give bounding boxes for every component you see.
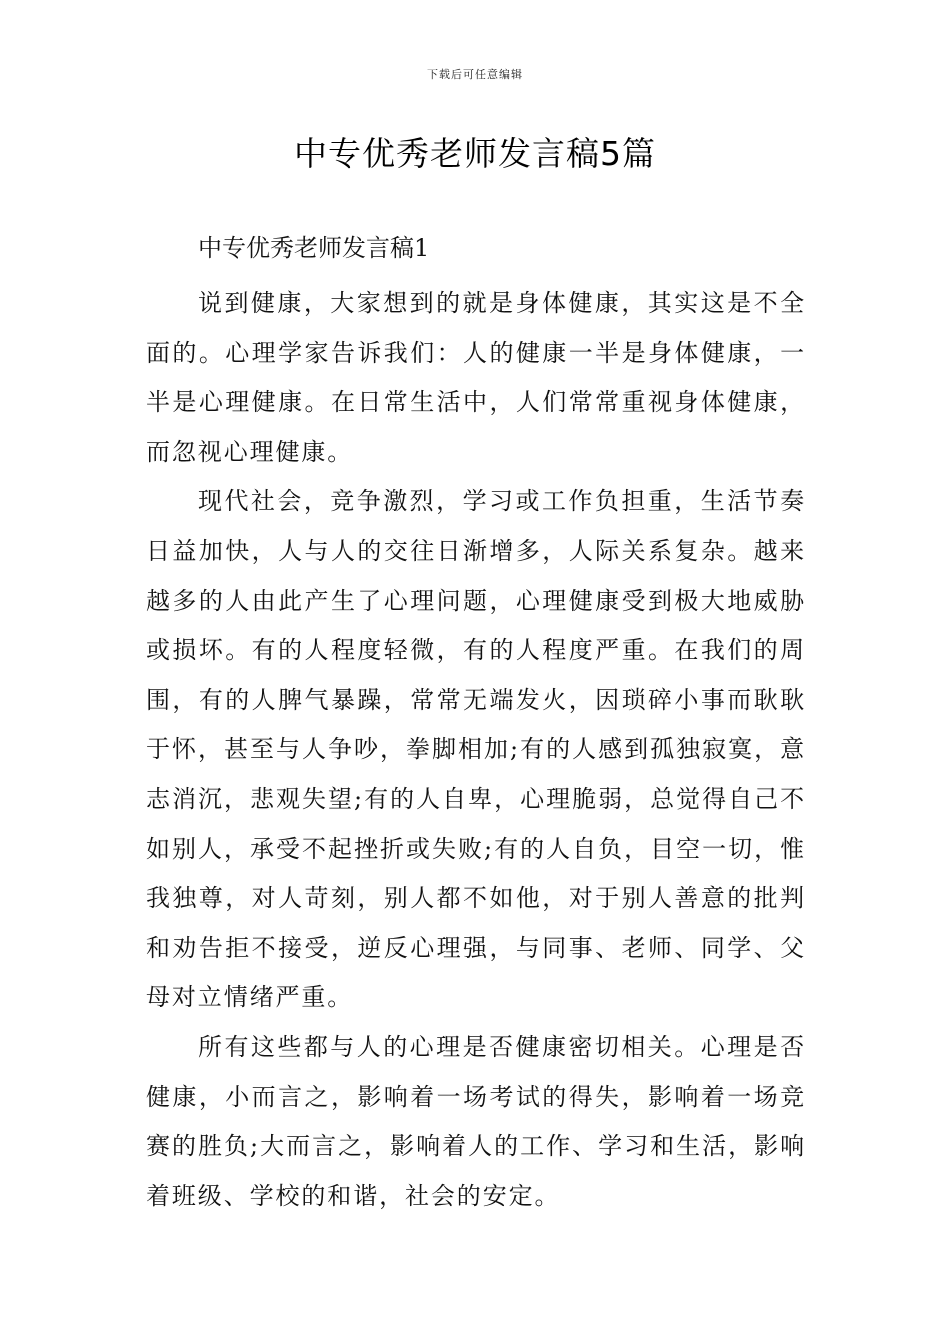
paragraph-2: 现代社会，竞争激烈，学习或工作负担重，生活节奏日益加快，人与人的交往日渐增多，人际关系复杂。越来越多的人由此产生了心理问题，心理健康受到极大地威胁或损坏。有的人程度轻微，有的人程度严重。在我们的周围，有的人脾气暴躁，常常无端发火，因琐碎小事而耿耿于怀，甚至与人争吵，拳脚相加;有的人感到孤独寂寞，意志消沉，悲观失望;有的人自卑，心理脆弱，总觉得自己不如别人，承受不起挫折或失败;有的人自负，目空一切，惟我独尊，对人苛刻，别人都不如他，对于别人善意的批判和劝告拒不接受，逆反心理强，与同事、老师、同学、父母对立情绪严重。 <box>146 487 806 1012</box>
paragraph-3: 所有这些都与人的心理是否健康密切相关。心理是否健康，小而言之，影响着一场考试的得失，影响着一场竞赛的胜负;大而言之，影响着人的工作、学习和生活，影响着班级、学校的和谐，社会的安定。 <box>146 1032 806 1210</box>
document-body <box>146 229 806 1221</box>
document-title: 中专优秀老师发言稿5篇 <box>294 134 656 173</box>
section-subtitle: 中专优秀老师发言稿1 <box>198 234 430 262</box>
header-note: 下载后可任意编辑 <box>427 68 523 81</box>
paragraph-1: 说到健康，大家想到的就是身体健康，其实这是不全面的。心理学家告诉我们：人的健康一半是身体健康，一半是心理健康。在日常生活中，人们常常重视身体健康，而忽视心理健康。 <box>146 289 806 466</box>
